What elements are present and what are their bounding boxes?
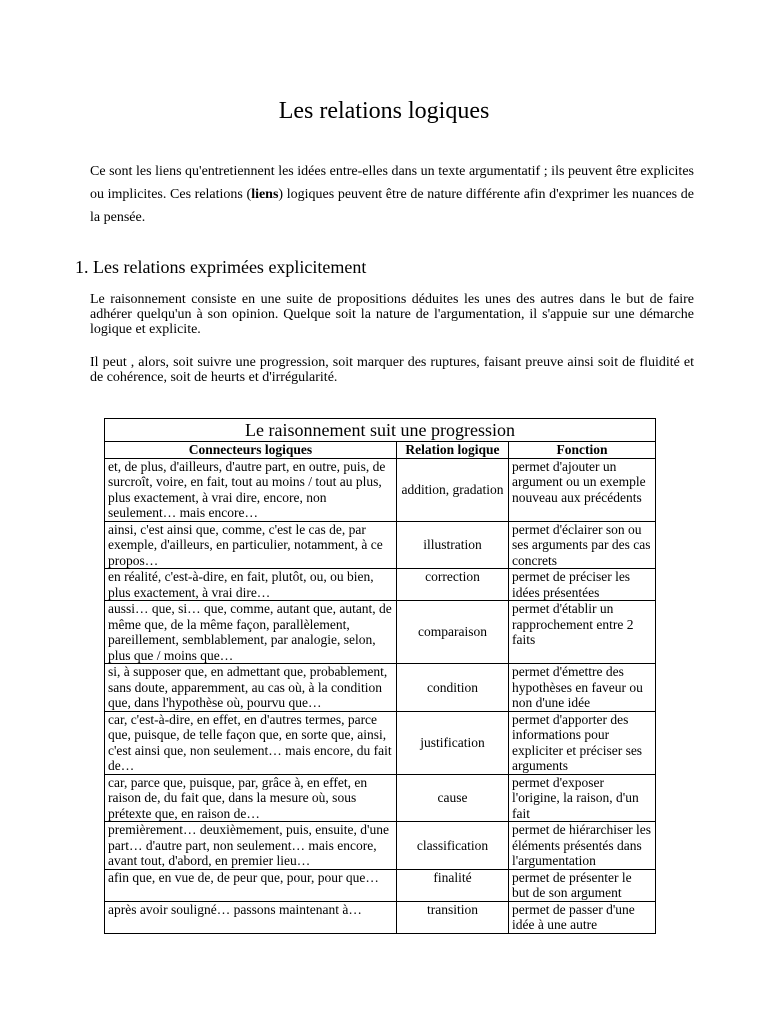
cell-fonction: permet d'établir un rapprochement entre 2 faits bbox=[509, 601, 656, 664]
cell-connecteurs: et, de plus, d'ailleurs, d'autre part, en outre, puis, de surcroît, voire, en fait, tout au moins / tout au plus, plus exactement, à vrai dire, encore, non seulement… mais encore… bbox=[105, 458, 397, 521]
cell-relation: comparaison bbox=[397, 601, 509, 664]
intro-paragraph bbox=[90, 160, 694, 229]
table-row bbox=[105, 601, 656, 664]
cell-connecteurs: après avoir souligné… passons maintenant à… bbox=[105, 901, 397, 933]
cell-fonction: permet d'exposer l'origine, la raison, d'un fait bbox=[509, 774, 656, 822]
table-row bbox=[105, 822, 656, 870]
intro-text-end: ) logiques peuvent être de nature différente afin d'exprimer les nuances de la pensée. bbox=[90, 187, 694, 225]
table-row bbox=[105, 774, 656, 822]
paragraph-raisonnement: Le raisonnement consiste en une suite de propositions déduites les unes des autres dans le but de faire adhérer quelqu'un à son opinion. Quelque soit la nature de l'argumentation, il s'appuie sur une démarche logique et explicite. bbox=[90, 292, 694, 337]
cell-connecteurs: en réalité, c'est-à-dire, en fait, plutôt, ou, ou bien, plus exactement, à vrai dire… bbox=[105, 569, 397, 601]
header-connecteurs: Connecteurs logiques bbox=[105, 442, 397, 459]
cell-fonction: permet de préciser les idées présentées bbox=[509, 569, 656, 601]
table-row bbox=[105, 521, 656, 569]
header-relation: Relation logique bbox=[397, 442, 509, 459]
cell-relation: finalité bbox=[397, 869, 509, 901]
intro-bold-word: liens bbox=[251, 187, 279, 202]
cell-fonction: permet de présenter le but de son argument bbox=[509, 869, 656, 901]
cell-connecteurs: premièrement… deuxièmement, puis, ensuite, d'une part… d'autre part, non seulement… mais encore, avant tout, d'abord, en premier lieu… bbox=[105, 822, 397, 870]
page-title: Les relations logiques bbox=[278, 98, 490, 124]
table-row bbox=[105, 711, 656, 774]
cell-relation: illustration bbox=[397, 521, 509, 569]
cell-connecteurs: aussi… que, si… que, comme, autant que, autant, de même que, de la même façon, parallèlement, pareillement, semblablement, par analogie, selon, plus que / moins que… bbox=[105, 601, 397, 664]
cell-fonction: permet d'émettre des hypothèses en faveur ou non d'une idée bbox=[509, 664, 656, 712]
header-fonction: Fonction bbox=[509, 442, 656, 459]
cell-connecteurs: si, à supposer que, en admettant que, probablement, sans doute, apparemment, au cas où, à la condition que, dans l'hypothèse où, pourvu que… bbox=[105, 664, 397, 712]
intro-text-start: Ce sont les liens qu'entretiennent les idées entre-elles dans un texte argumentatif ; ils peuvent être explicites ou implicites. Ces relations ( bbox=[90, 164, 694, 202]
cell-relation: condition bbox=[397, 664, 509, 712]
table-caption: Le raisonnement suit une progression bbox=[105, 419, 656, 442]
cell-connecteurs: ainsi, c'est ainsi que, comme, c'est le cas de, par exemple, d'ailleurs, en particulier, notamment, à ce propos… bbox=[105, 521, 397, 569]
cell-fonction: permet d'éclairer son ou ses arguments par des cas concrets bbox=[509, 521, 656, 569]
cell-connecteurs: car, c'est-à-dire, en effet, en d'autres termes, parce que, puisque, de telle façon que, en sorte que, ainsi, c'est ainsi que, non seulement… mais encore, du fait de… bbox=[105, 711, 397, 774]
cell-connecteurs: afin que, en vue de, de peur que, pour, pour que… bbox=[105, 869, 397, 901]
table-row bbox=[105, 569, 656, 601]
cell-relation: cause bbox=[397, 774, 509, 822]
cell-connecteurs: car, parce que, puisque, par, grâce à, en effet, en raison de, du fait que, dans la mesure où, sous prétexte que, en raison de… bbox=[105, 774, 397, 822]
cell-fonction: permet de hiérarchiser les éléments présentés dans l'argumentation bbox=[509, 822, 656, 870]
cell-relation: transition bbox=[397, 901, 509, 933]
cell-relation: addition, gradation bbox=[397, 458, 509, 521]
cell-relation: classification bbox=[397, 822, 509, 870]
paragraph-progression: Il peut , alors, soit suivre une progression, soit marquer des ruptures, faisant preuve ainsi soit de fluidité et de cohérence, soit de heurts et d'irrégularité. bbox=[90, 355, 694, 385]
cell-fonction: permet d'ajouter un argument ou un exemple nouveau aux précédents bbox=[509, 458, 656, 521]
connecteurs-table bbox=[104, 418, 656, 934]
cell-relation: correction bbox=[397, 569, 509, 601]
table-row bbox=[105, 901, 656, 933]
cell-fonction: permet de passer d'une idée à une autre bbox=[509, 901, 656, 933]
table-row bbox=[105, 664, 656, 712]
cell-relation: justification bbox=[397, 711, 509, 774]
table-row bbox=[105, 458, 656, 521]
table-row bbox=[105, 869, 656, 901]
cell-fonction: permet d'apporter des informations pour expliciter et préciser ses arguments bbox=[509, 711, 656, 774]
section-heading: 1. Les relations exprimées explicitement bbox=[75, 257, 367, 277]
